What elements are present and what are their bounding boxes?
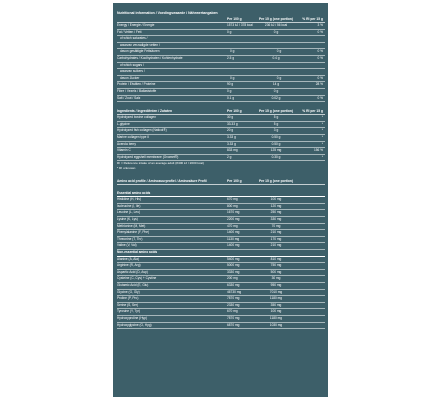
value-per-100g: 2200 mg xyxy=(227,217,240,222)
value-per-portion: 0.4 g xyxy=(272,55,280,60)
value-per-portion xyxy=(256,43,302,49)
row-label: Histidine (H, His) xyxy=(117,197,141,202)
row-label: Hydrolyzed fish collagen (Naticol®) xyxy=(117,128,167,133)
value-per-portion: 100 mg xyxy=(270,309,282,314)
amino-row xyxy=(117,283,325,290)
row-label: of which saturates / xyxy=(120,36,148,41)
nutrition-row xyxy=(117,82,325,89)
amino-row xyxy=(117,290,325,297)
value-ri xyxy=(302,69,325,75)
value-ri: 156 % xyxy=(313,148,323,153)
value-per-portion: 950 mg xyxy=(270,282,282,287)
value-per-portion: 810 mg xyxy=(270,256,282,261)
value-ri: * xyxy=(321,134,323,139)
value-per-portion: 5 g xyxy=(273,121,279,126)
footnote: * RI unknown xyxy=(117,166,136,171)
value-per-portion: 1180 mg xyxy=(269,315,283,320)
row-label: Glycine (G, Gly) xyxy=(117,289,140,294)
header-cell xyxy=(117,16,227,22)
value-per-portion: 750 mg xyxy=(270,263,282,268)
value-ri: * xyxy=(321,115,323,120)
amino-row xyxy=(117,303,325,310)
amino-row xyxy=(117,296,325,303)
value-per-100g: 1400 mg xyxy=(227,243,240,248)
value-ri: 28 % xyxy=(315,82,323,87)
row-label: waarvan suikers / xyxy=(120,69,145,74)
value-per-100g: 90 g xyxy=(227,82,234,87)
essential-amino-table xyxy=(117,197,325,250)
row-label: Aspartic Acid (D, Asp) xyxy=(117,269,148,274)
value-per-100g: 5000 mg xyxy=(227,263,240,268)
nutrition-row xyxy=(117,43,325,50)
header-cell: Per 100 g xyxy=(227,178,242,183)
row-label: Marine collagen type II xyxy=(117,134,150,139)
value-per-portion: 0 g xyxy=(273,88,279,93)
value-per-100g: 33.33 g xyxy=(227,121,238,126)
value-ri: 0 % xyxy=(317,55,323,60)
header-cell: % RI per 15 g xyxy=(302,109,323,114)
amino-row xyxy=(117,217,325,224)
row-label: Hydrolyzed bovine collagen xyxy=(117,115,156,120)
value-per-portion: 0.02 g xyxy=(271,95,281,100)
value-per-100g: 7870 mg xyxy=(227,315,240,320)
value-ri: * xyxy=(321,154,323,159)
value-per-portion: 500 mg xyxy=(270,269,282,274)
row-label: Glutamic Acid (E, Glu) xyxy=(117,282,149,287)
nutrition-header-row xyxy=(117,16,325,23)
value-per-portion: 350 mg xyxy=(270,302,282,307)
nutrition-row xyxy=(117,69,325,76)
value-per-100g xyxy=(230,36,256,42)
nutrition-row xyxy=(117,49,325,56)
value-per-100g: 0 g xyxy=(230,49,235,54)
row-label: Fat / Vetten / Fett xyxy=(117,29,142,34)
header-cell: Per 100 g xyxy=(227,109,242,114)
value-per-portion: 70 mg xyxy=(271,223,281,228)
ingredient-row xyxy=(117,128,325,135)
value-per-portion: 0 g xyxy=(276,49,282,54)
ingredients-table xyxy=(117,115,325,161)
row-label: Phenylalanine (F, Phe) xyxy=(117,230,150,235)
header-cell: Per 15 g (one portion) xyxy=(258,17,294,21)
value-ri: * xyxy=(321,141,323,146)
nutrition-row xyxy=(117,56,325,63)
amino-header-row xyxy=(117,178,325,185)
value-per-portion: 0.50 g xyxy=(271,141,281,146)
amino-row xyxy=(117,263,325,270)
value-per-100g: 20 g xyxy=(227,128,234,133)
row-label: of which sugars / xyxy=(120,62,144,67)
nutrition-row xyxy=(117,89,325,96)
header-cell: % RI per 15 g xyxy=(302,17,323,21)
amino-row xyxy=(117,309,325,316)
value-per-portion: 120 mg xyxy=(270,203,282,208)
value-per-100g: 670 mg xyxy=(227,197,238,202)
row-label: Hydroxyproline (Hyp) xyxy=(117,315,147,320)
value-per-portion xyxy=(256,36,302,42)
row-label: Acerola berry xyxy=(117,141,136,146)
value-per-100g: 0 g xyxy=(230,75,235,80)
row-label: Alanine (A, Ala) xyxy=(117,256,139,261)
value-per-100g: 0.1 g xyxy=(227,95,235,100)
value-ri: 0 % xyxy=(317,29,323,34)
row-label: Tyrosine (Y, Tyr) xyxy=(117,309,140,314)
header-cell: Per 15 g (one portion) xyxy=(258,178,294,183)
ingredient-row xyxy=(117,115,325,122)
row-label: Proline (P, Pro) xyxy=(117,296,139,301)
ingredient-row xyxy=(117,155,325,162)
nutrition-label-panel xyxy=(113,3,328,397)
value-ri xyxy=(302,36,325,42)
value-per-100g: 0 g xyxy=(227,88,232,93)
amino-row xyxy=(117,224,325,231)
value-per-portion: 250 mg xyxy=(270,210,282,215)
value-per-portion: 0.50 g xyxy=(271,134,281,139)
value-per-100g: 30 g xyxy=(227,115,234,120)
value-ri xyxy=(302,43,325,49)
nutrition-row xyxy=(117,96,325,103)
value-per-100g: 470 mg xyxy=(227,223,238,228)
value-per-portion: 210 mg xyxy=(270,230,282,235)
row-label: davon gesättigte Fettsäuren xyxy=(120,49,160,54)
row-label: Methionine (M, Met) xyxy=(117,223,146,228)
value-per-portion xyxy=(256,69,302,75)
row-label: Serine (S, Ser) xyxy=(117,302,139,307)
row-label: Hydroxyglycine (O, Hyg) xyxy=(117,322,152,327)
amino-title: Amino acid profile / Aminozuurprofiel / Aminosäure Profil xyxy=(117,178,207,183)
value-per-100g: 3330 mg xyxy=(227,269,240,274)
row-label: Valine (V, Val) xyxy=(117,243,137,248)
value-ri: 0 % xyxy=(317,95,323,100)
value-ri: 3 % xyxy=(317,23,323,27)
amino-row xyxy=(117,316,325,323)
value-ri: * xyxy=(321,128,323,133)
row-label: davon Zucker xyxy=(120,75,140,80)
value-per-100g: 800 mg xyxy=(227,203,238,208)
ingredient-row xyxy=(117,142,325,149)
header-cell: Per 100 g xyxy=(227,17,242,21)
value-per-portion xyxy=(256,63,302,69)
header-cell xyxy=(299,178,325,184)
section-heading xyxy=(117,250,325,257)
value-per-100g: 3.33 g xyxy=(227,141,236,146)
value-per-100g: 6870 mg xyxy=(227,322,240,327)
row-label: Arginine (R, Arg) xyxy=(117,263,141,268)
header-cell: Per 15 g (one portion) xyxy=(258,109,294,114)
value-per-portion: 236 kJ / 56 kcal xyxy=(264,23,288,27)
value-per-portion: 1180 mg xyxy=(269,296,283,301)
row-label: Energy / Energie / Energie xyxy=(117,23,155,27)
header-cell: Ingredients / Ingrediënten / Zutaten xyxy=(117,109,172,114)
row-label: Cysteine (C, Cys) + Cystine xyxy=(117,276,157,281)
value-per-100g xyxy=(230,69,256,75)
value-per-100g: 833 mg xyxy=(227,148,238,153)
value-ri xyxy=(302,63,325,69)
value-per-100g: 2330 mg xyxy=(227,302,240,307)
amino-row xyxy=(117,204,325,211)
amino-row xyxy=(117,276,325,283)
value-per-portion: 0 g xyxy=(276,75,282,80)
amino-row xyxy=(117,237,325,244)
nutrition-row xyxy=(117,76,325,83)
footnote: RI = Reference intake of an average adult (8400 kJ / 2000 kcal) xyxy=(117,161,204,166)
ingredient-row xyxy=(117,122,325,129)
value-per-portion: 170 mg xyxy=(270,236,282,241)
row-label: Leucine (L, Leu) xyxy=(117,210,141,215)
amino-row xyxy=(117,257,325,264)
value-per-100g xyxy=(230,43,256,49)
value-per-portion: 14 g xyxy=(272,82,280,87)
amino-row xyxy=(117,323,325,330)
value-ri: 0 % xyxy=(317,49,323,54)
value-per-100g xyxy=(230,63,256,69)
row-label: Vitamin C xyxy=(117,148,131,153)
ingredient-row xyxy=(117,135,325,142)
amino-row xyxy=(117,230,325,237)
value-per-100g: 200 mg xyxy=(227,276,238,281)
row-label: L-glycine xyxy=(117,121,130,126)
value-per-100g: 670 mg xyxy=(227,309,238,314)
value-per-portion: 125 mg xyxy=(270,148,282,153)
row-label: Isoleucine (I, Ile) xyxy=(117,203,141,208)
section-heading xyxy=(117,191,325,198)
row-label: Lysine (K, Lys) xyxy=(117,217,138,222)
nutrition-row xyxy=(117,63,325,70)
amino-row xyxy=(117,197,325,204)
value-per-100g: 2.5 g xyxy=(227,55,235,60)
nonessential-title: Non-essential amino acids xyxy=(117,250,158,254)
ingredients-header-row xyxy=(117,108,325,115)
row-label: Fibre / Vezels / Ballaststoffe xyxy=(117,88,157,93)
value-per-100g: 7870 mg xyxy=(227,296,240,301)
value-per-portion: 3 g xyxy=(273,128,279,133)
value-ri xyxy=(299,89,325,95)
nutrition-row xyxy=(117,30,325,37)
value-per-portion: 0 g xyxy=(273,29,279,34)
value-per-portion: 0.30 g xyxy=(271,154,281,159)
amino-row xyxy=(117,243,325,250)
value-per-100g: 1670 mg xyxy=(227,210,240,215)
nutrition-title: Nutritional information / Voedingswaarde / Nährwertangaben xyxy=(117,11,218,15)
value-per-100g: 1573 kJ / 378 kcal xyxy=(227,23,253,27)
value-per-portion: 1030 mg xyxy=(269,322,283,327)
value-per-100g: 6330 mg xyxy=(227,282,240,287)
row-label: waarvan verzadigde vetten / xyxy=(120,42,160,47)
nutrition-row xyxy=(117,36,325,43)
amino-row xyxy=(117,210,325,217)
value-per-100g: 1400 mg xyxy=(227,230,240,235)
value-per-100g: 3.33 g xyxy=(227,134,236,139)
nutrition-row xyxy=(117,23,325,30)
row-label: Protein / Eiwitten / Proteine xyxy=(117,82,156,87)
value-per-100g: 5400 mg xyxy=(227,256,240,261)
value-per-portion: 330 mg xyxy=(270,217,282,222)
value-per-100g: 2 g xyxy=(227,154,232,159)
value-ri: 0 % xyxy=(317,75,323,80)
nonessential-amino-table xyxy=(117,257,325,330)
value-per-100g: 46730 mg xyxy=(227,289,242,294)
row-label: Threonine (T, Thr) xyxy=(117,236,143,241)
row-label: Carbohydrates / Koolhydraten / Kohlenhydrate xyxy=(117,55,183,60)
value-per-portion: 210 mg xyxy=(270,243,282,248)
nutrition-table xyxy=(117,23,325,102)
value-per-portion: 7010 mg xyxy=(269,289,283,294)
essential-title: Essential amino acids xyxy=(117,190,151,195)
row-label: Salt / Zout / Salz xyxy=(117,95,141,100)
ingredient-row xyxy=(117,148,325,155)
value-per-portion: 100 mg xyxy=(270,197,282,202)
value-per-100g: 1130 mg xyxy=(227,236,240,241)
value-per-portion: 5 g xyxy=(273,115,279,120)
row-label: Hydrolyzed eggshell membrane (Ovomet®) xyxy=(117,154,179,159)
value-per-100g: 0 g xyxy=(227,29,232,34)
value-ri: * xyxy=(321,121,323,126)
amino-row xyxy=(117,270,325,277)
value-per-portion: 30 mg xyxy=(271,276,281,281)
